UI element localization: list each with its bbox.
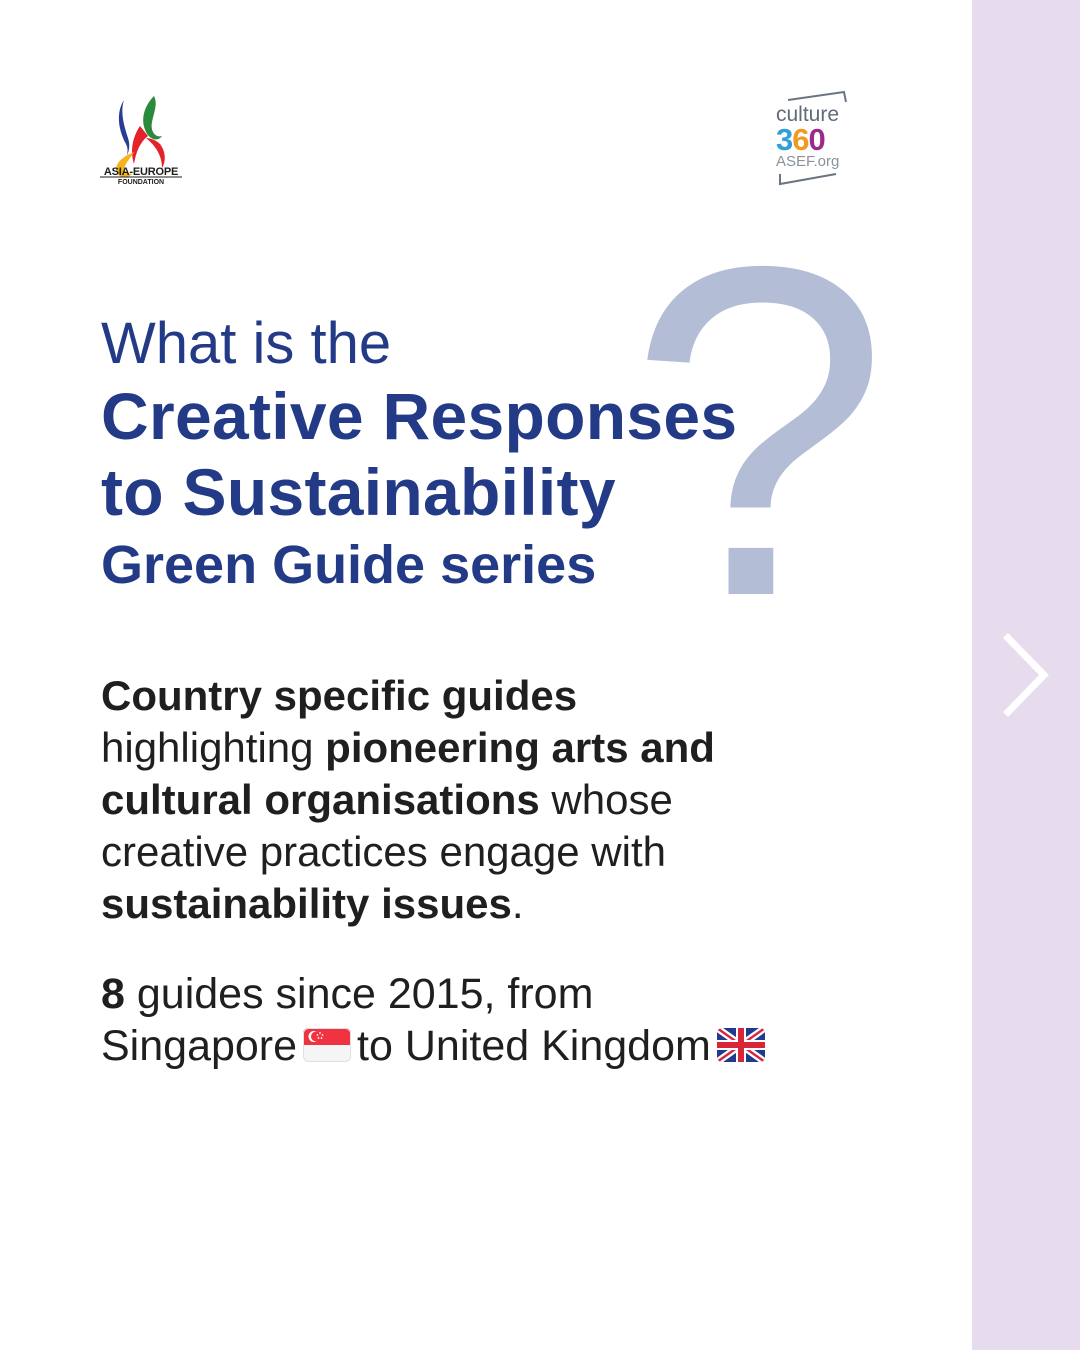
- desc-bold-1: Country specific guides: [101, 672, 578, 719]
- desc-text-2: whose creative practices engage with: [101, 776, 673, 875]
- to-country-text: to United Kingdom: [357, 1022, 711, 1070]
- desc-text-3: .: [511, 880, 524, 927]
- title-line-1: What is the: [101, 311, 392, 376]
- digit-6: 6: [792, 122, 809, 157]
- desc-bold-2: pioneering arts and cultural organisations: [101, 724, 715, 823]
- culture360-number: [776, 124, 825, 156]
- culture360-word: culture: [776, 103, 840, 126]
- guides-stats: [101, 968, 861, 1072]
- asef-logo-name: ASIA-EUROPE: [103, 166, 179, 178]
- title-line-3: to Sustainability: [101, 455, 616, 529]
- uk-flag-icon: [717, 1028, 765, 1062]
- asef-logo-sub: FOUNDATION: [117, 179, 165, 186]
- chevron-right-icon[interactable]: [998, 632, 1054, 718]
- page-title: [101, 310, 861, 600]
- description: [101, 670, 801, 930]
- stats-text: guides since 2015, from: [124, 970, 594, 1018]
- digit-0: 0: [808, 122, 825, 157]
- desc-bold-3: sustainability issues: [101, 880, 512, 927]
- guides-count: 8: [101, 970, 125, 1018]
- desc-text-1: highlighting: [101, 724, 326, 771]
- from-country: Singapore: [101, 1022, 298, 1070]
- culture360-domain: ASEF.org: [776, 153, 840, 170]
- title-line-4: Green Guide series: [101, 535, 597, 595]
- digit-3: 3: [776, 122, 793, 157]
- question-mark: ?: [628, 169, 890, 694]
- singapore-flag-icon: [303, 1028, 351, 1062]
- title-line-2: Creative Responses: [101, 379, 738, 453]
